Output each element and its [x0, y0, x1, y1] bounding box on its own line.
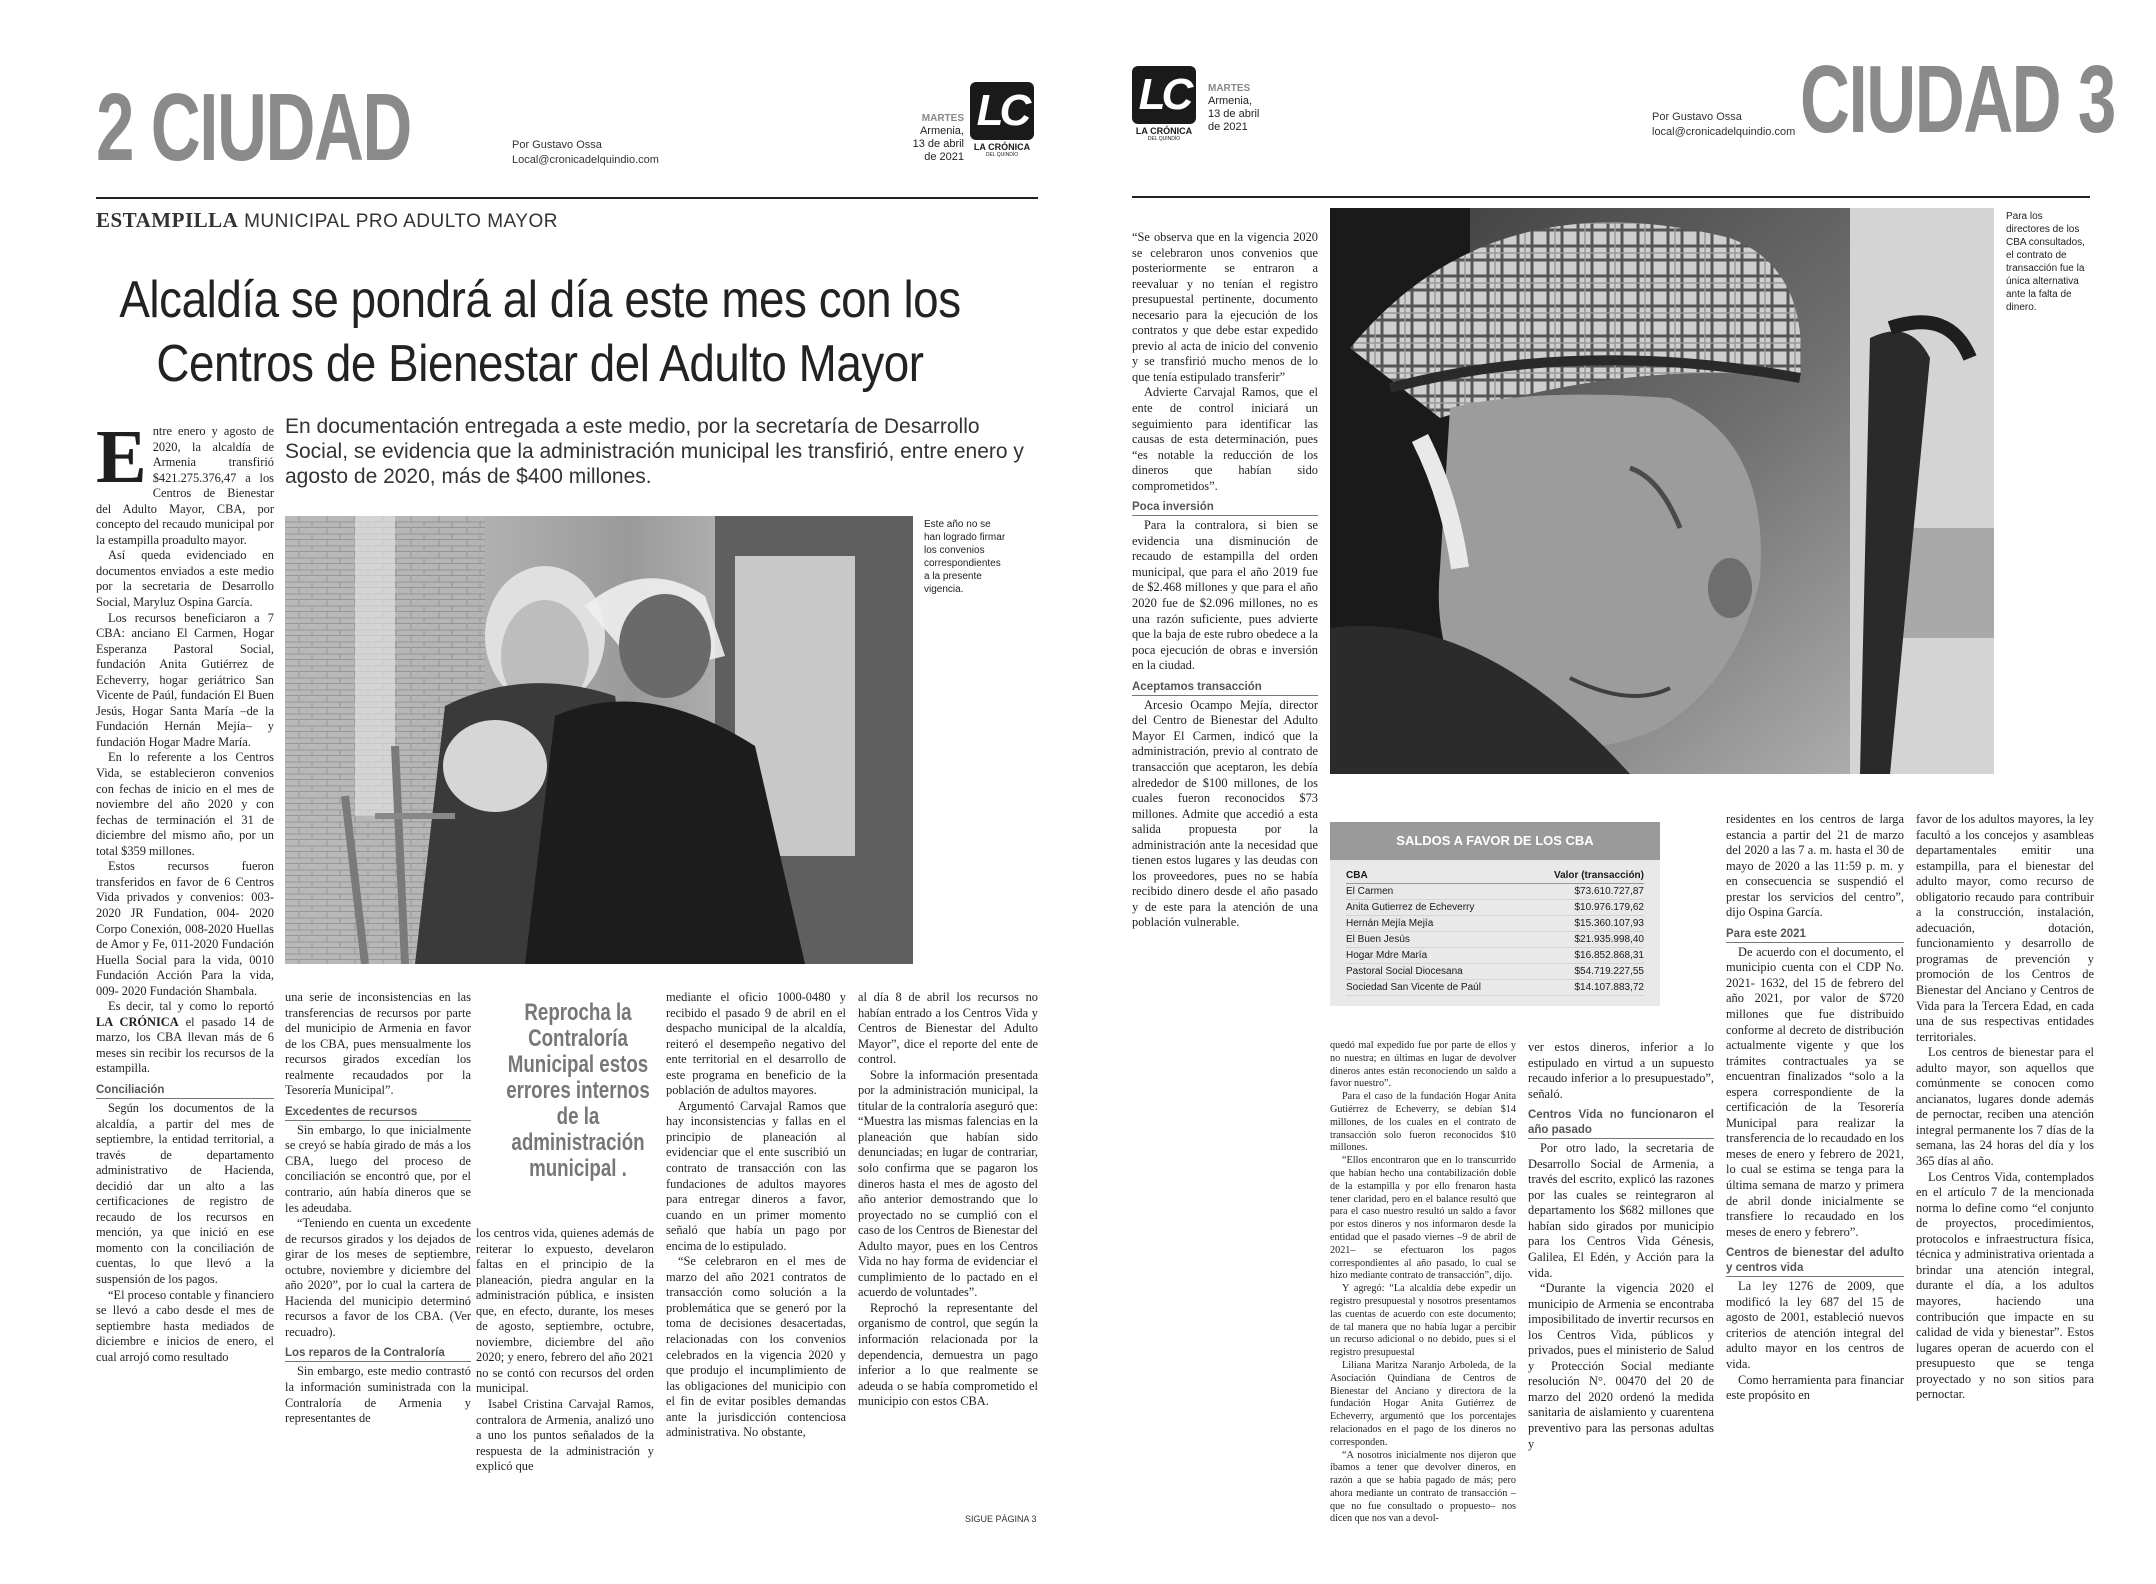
table-header-cba: CBA	[1346, 870, 1368, 881]
subhead: Excedentes de recursos	[285, 1105, 471, 1121]
paragraph: Argumentó Carvajal Ramos que hay inconsistencias y fallas en el principio de planeación al evidenciar que el ente suscribió un contrato de transacción con las fundaciones de adultos mayores para entregar dineros a favor, cuando en un primer momento señaló que había un pago por encima de lo estipulado.	[666, 1098, 846, 1253]
paragraph: “Se celebraron en el mes de marzo del año 2021 contratos de transacción como solución a la problemática que se generó por la toma de decisiones desacertadas, relacionadas con los convenios celebrados en la vigencia 2020 y que produjo el incumplimiento de las obligaciones del municipio con el fin de evitar posibles demandas ante la jurisdicción contenciosa administrativa. No obstante,	[666, 1254, 846, 1440]
column-4	[1726, 812, 1904, 1530]
column-3	[476, 1226, 654, 1536]
headline	[118, 268, 963, 396]
paragraph: mediante el oficio 1000-0480 y recibido el pasado 9 de abril en el despacho municipal de la alcaldía, reiteró el desempeño negativo del ente territorial en el desarrollo de este programa en beneficio de la población de adultos mayores.	[666, 990, 846, 1098]
paragraph: residentes en los centros de larga estancia a partir del 21 de marzo del 2020 a las 7 a. m. hasta el 30 de mayo de 2020 a las 11:59 p. m. y en consecuencia se suspendió el prestar los servicios del centro”, dijo Ospina García.	[1726, 812, 1904, 920]
paragraph: La ley 1276 de 2009, que modificó la ley 687 del 15 de agosto de 2001, estableció nuevos criterios de atención integral del adulto mayor en los centros de vida.	[1726, 1279, 1904, 1371]
table-row	[1346, 964, 1644, 980]
paragraph: “Teniendo en cuenta un excedente de recursos girados y los dejados de girar de los meses de septiembre, octubre, noviembre y diciembre del año 2020”, por lo cual la cartera de Hacienda del municipio determinó recursos a favor de los CBA. (Ver recuadro).	[285, 1216, 471, 1339]
subhead: Conciliación	[96, 1083, 274, 1099]
date-city: Armenia,	[919, 125, 964, 137]
right-page	[1078, 0, 2156, 1584]
photo-elderly-hug	[285, 516, 913, 964]
subhead: Los reparos de la Contraloría	[285, 1346, 471, 1362]
table-row	[1346, 884, 1644, 900]
cba-name: Hernán Mejía Mejía	[1346, 918, 1434, 929]
cba-value: $73.610.727,87	[1574, 886, 1644, 897]
table-title: SALDOS A FAVOR DE LOS CBA	[1330, 822, 1660, 860]
cba-name: Hogar Mdre María	[1346, 950, 1428, 961]
paragraph: Así queda evidenciado en documentos enviados a este medio por la secretaria de Desarrollo Social, Maryluz Ospina García.	[96, 548, 274, 610]
date-day: MARTES	[921, 113, 964, 124]
byline-author: Por Gustavo Ossa	[512, 139, 602, 151]
table-row	[1346, 932, 1644, 948]
paragraph: Sin embargo, este medio contrastó la información suministrada con la Contraloría de Armenia y representantes de	[285, 1364, 471, 1426]
paragraph: Reprochó la representante del organismo de control, que según la información relacionada por la dependencia, demuestra un pago inferior a lo que realmente se adeuda o se había comprometido el municipio con estos CBA.	[858, 1300, 1038, 1409]
paragraph: ntre enero y agosto de 2020, la alcaldía de Armenia transfirió $421.275.376,47 a los Centros de Bienestar del Adulto Mayor, CBA, por concepto del recaudo municipal por la estampilla proadulto mayor.	[96, 424, 274, 547]
paragraph: Los Centros Vida, contemplados en el artículo 7 de la mencionada norma lo define como “el conjunto de proyectos, procedimientos, protocolos e infraestructura física, técnica y administrativa orientada a brindar una atención integral, durante el día, a los adultos mayores, haciendo una contribución que impacte en su calidad de vida y bienestar”. Estos lugares operan de acuerdo con el presupuesto que se tenga proyectado y no son sitios para pernoctar.	[1916, 1169, 2094, 1402]
paragraph: Liliana Maritza Naranjo Arboleda, de la Asociación Quindiana de Centros de Bienestar del Anciano y directora de la fundación Hogar Anita Gutiérrez de Echeverry, argumentó que los porcentajes relacionados en el pago de los dineros no corresponden.	[1330, 1359, 1516, 1448]
kicker-bold: ESTAMPILLA	[96, 208, 239, 232]
subhead: Centros de bienestar del adulto y centros vida	[1726, 1246, 1904, 1277]
column-2	[1330, 1040, 1516, 1530]
header-rule	[1132, 196, 2090, 198]
logo-sub: DEL QUINDÍO	[985, 152, 1019, 158]
headline-line-2: Centros de Bienestar del Adulto Mayor	[156, 335, 924, 393]
kicker	[96, 208, 558, 233]
table-row	[1346, 900, 1644, 916]
paragraph: Según los documentos de la alcaldía, a partir del mes de septiembre, la entidad territorial, a través de departamento administrativo de Hacienda, decidió dar un alto a las certificaciones de registro de recaudo de los recursos en mención, ya que inició en ese momento con la conciliación de cuentas, lo que llevó a la suspensión de los pagos.	[96, 1100, 274, 1286]
drop-cap: E	[96, 424, 147, 499]
paragraph: Arcesio Ocampo Mejía, director del Centro de Bienestar del Adulto Mayor El Carmen, indicó que la administración, previo al contrato de transacción que aceptaron, les debía alrededor de $100 millones, de los cuales fueron reconocidos $73 millones. Admite que accedió a esta salida propuesta por la administración ante la necesidad que tienen estos lugares y las deudas con los proveedores, pues no se había recibido dinero desde el año pasado y de este para la atención de una población vulnerable.	[1132, 697, 1318, 930]
paragraph: los centros vida, quienes además de reiterar lo expuesto, develaron faltas en el principio de la planeación, piedra angular en la administración pública, e insisten que, en efecto, durante, los meses de agosto, septiembre, octubre, noviembre, diciembre del año 2020; y enero, febrero del año 2021 no se contó con recursos del orden municipal.	[476, 1226, 654, 1396]
paragraph: Sin embargo, lo que inicialmente se creyó se había girado de más a los CBA, luego del proceso de conciliación se encontró que, por el contrario, aún había dineros que se les adeudaba.	[285, 1122, 471, 1215]
pull-quote: Reprocha la Contraloría Municipal estos errores internos de la administración municipal .	[506, 999, 650, 1182]
table-row	[1346, 980, 1644, 996]
date-day: MARTES	[1208, 83, 1251, 94]
cba-value: $14.107.883,72	[1574, 982, 1644, 993]
photo-image	[285, 516, 913, 964]
cba-value: $15.360.107,93	[1574, 918, 1644, 929]
date-year: de 2021	[924, 151, 964, 163]
paragraph: “Se observa que en la vigencia 2020 se celebraron unos convenios que posteriormente se entraron a reevaluar y no tenían el registro presupuestal pertinente, documento necesario para la ejecución de los contratos y que debe estar expedido previo al acta de inicio del convenio y se transfirió mucho menos de lo que tenía estipulado transferir”	[1132, 230, 1318, 384]
cba-value: $16.852.868,31	[1574, 950, 1644, 961]
column-2	[285, 990, 471, 1530]
paragraph: ver estos dineros, inferior a lo estipulado en virtud a un supuesto recaudo inferior a lo presupuestado”, señaló.	[1528, 1040, 1714, 1101]
date-day-month: 13 de abril	[1208, 108, 1260, 120]
paragraph	[96, 999, 274, 1077]
subhead: Poca inversión	[1132, 500, 1318, 516]
column-1	[96, 424, 274, 1530]
text: el pasado 14 de marzo, los CBA llevan más de 6 meses sin recibir los recursos de la estampilla.	[96, 1014, 274, 1076]
paragraph: Estos recursos fueron transferidos en favor de 6 Centros Vida privados y convenios: 003-2020 JR Fundation, 004- 2020 Corpo Conexión, 008-2020 Huellas de Amor y Fe, 011-2020 Fundación Huella Social para la vida, 0010 Fundación Acción Para la vida, 009- 2020 Fundación Shambala.	[96, 859, 274, 998]
paragraph: “El proceso contable y financiero se llevó a cabo desde el mes de septiembre hasta mediados de diciembre e inicios de enero, el cual arrojó como resultado	[96, 1287, 274, 1364]
subhead: Para este 2021	[1726, 927, 1904, 943]
date-day-month: 13 de abril	[912, 138, 964, 150]
newspaper-name: LA CRÓNICA	[96, 1014, 179, 1029]
date-city: Armenia,	[1208, 95, 1253, 107]
paragraph: Por otro lado, la secretaria de Desarrollo Social de Armenia, a través del escrito, explicó las razones por las cuales se reintegraron al departamento los $682 millones que habían sido girados por municipio para los Centros Vida Génesis, Galilea, El Edén, y Acción para la vida.	[1528, 1141, 1714, 1280]
paragraph: al día 8 de abril los recursos no habían entrado a los Centros Vida y Centros de Bienestar del Adulto Mayor”, dice el reporte del ente de control.	[858, 990, 1038, 1067]
paragraph: Sobre la información presentada por la administración municipal, la titular de la contraloría aseguró que: “Muestra las mismas falencias en la planeación que habían sido denunciadas; en lugar de contrariar, solo confirma que se pagaron los dineros hasta el mes de agosto del año anterior demostrando que lo proyectado no se cumplió con el caso de los Centros de Bienestar del Adulto mayor, pues en los Centros Vida no hay forma de evidenciar el cumplimiento de lo pactado en el acuerdo de voluntades”.	[858, 1067, 1038, 1300]
byline	[512, 138, 659, 168]
date-block	[1208, 82, 1288, 134]
subhead: Centros Vida no funcionaron el año pasado	[1528, 1108, 1714, 1139]
table-row	[1346, 916, 1644, 932]
cba-name: Anita Gutierrez de Echeverry	[1346, 902, 1475, 913]
newspaper-logo	[1132, 66, 1196, 142]
table-body	[1330, 860, 1660, 1006]
logo-mark: LC	[1132, 66, 1196, 124]
newspaper-logo	[970, 82, 1034, 158]
text: Es decir, tal y como lo reportó	[108, 999, 274, 1014]
paragraph: En lo referente a los Centros Vida, se establecieron convenios con fechas de inicio en el mes de noviembre del año 2020 y con fechas de terminación el 31 de diciembre del mismo año, por un total $359 millones.	[96, 750, 274, 858]
byline	[1652, 110, 1795, 140]
byline-author: Por Gustavo Ossa	[1652, 111, 1742, 123]
cba-value: $21.935.998,40	[1574, 934, 1644, 945]
column-4	[666, 990, 846, 1530]
column-3	[1528, 1040, 1714, 1530]
paragraph: favor de los adultos mayores, la ley facultó a los concejos y asambleas departamentales emitir una estampilla, para el bienestar del adulto mayor, como recurso de obligatorio recaudo para contribuir a la construcción, instalación, adecuación, dotación, funcionamiento y desarrollo de programas de prevención y promoción de los Centros de Bienestar del Anciano y Centros de Vida para la Tercera Edad, en cada una de sus respectivas entidades territoriales.	[1916, 812, 2094, 1044]
column-1	[1132, 230, 1318, 1530]
table-header-row	[1346, 868, 1644, 884]
paragraph: Para el caso de la fundación Hogar Anita Gutiérrez de Echeverry, se debían $14 millones, de los cuales en el contrato de transacción solo fueron reconocidos $10 millones.	[1330, 1091, 1516, 1154]
headline-line-1: Alcaldía se pondrá al día este mes con los	[119, 271, 961, 329]
date-block	[884, 112, 964, 164]
subhead: Aceptamos transacción	[1132, 680, 1318, 696]
paragraph: una serie de inconsistencias en las transferencias de recursos por parte del municipio de Armenia en favor de los CBA, pues mensualmente los recursos girados excedían los realmente recaudados por la Tesorería Municipal”.	[285, 990, 471, 1098]
paragraph: Los recursos beneficiaron a 7 CBA: anciano El Carmen, Hogar Esperanza Pastoral Social, fundación Anita Gutiérrez de Echeverry, hogar geriátrico San Vicente de Paúl, fundación El Buen Jesús, Hogar Santa María –de la Fundación Hernán Mejía– y fundación Hogar Madre María.	[96, 610, 274, 749]
cba-value: $10.976.179,62	[1574, 902, 1644, 913]
byline-email[interactable]: Local@cronicadelquindio.com	[512, 154, 659, 166]
paragraph: “Durante la vigencia 2020 el municipio de Armenia se encontraba imposibilitado de invertir recursos en los Centros Vida, públicos y privados, pues el ministerio de Salud y Protección Social mediante resolución N°. 00470 del 20 de marzo del 2020 ordenó la medida sanitaria de aislamiento y cuarentena preventivo para las personas adultas y	[1528, 1281, 1714, 1451]
header-rule	[96, 197, 1038, 199]
paragraph: Isabel Cristina Carvajal Ramos, contralora de Armenia, analizó uno a uno los puntos señalados de la respuesta de la administración y explicó que	[476, 1397, 654, 1474]
paragraph: quedó mal expedido fue por parte de ellos y no nuestra; en últimas en lugar de devolver dineros antes están reconociendo un saldo a favor nuestro”.	[1330, 1040, 1516, 1090]
cba-name: El Buen Jesús	[1346, 934, 1410, 945]
paragraph: Para la contralora, si bien se evidencia una disminución de recaudo de estampilla del orden municipal, que para el año 2019 fue de $2.468 millones y que para el año 2020 fue de $2.096 millones, no es una razón suficiente, pues advierte que la baja de este rubro obedece a la poca ejecución de obras e inversión en la ciudad.	[1132, 518, 1318, 673]
paragraph: “A nosotros inicialmente nos dijeron que íbamos a tener que devolver dineros, en razón a que se había pagado de más; pero ahora mediante un contrato de transacción –que no fue consultado o propuesto– nos dicen que nos van a devol-	[1330, 1449, 1516, 1525]
table-row	[1346, 948, 1644, 964]
cba-name: Pastoral Social Diocesana	[1346, 966, 1463, 977]
photo-caption: Para los directores de los CBA consultados, el contrato de transacción fue la única alternativa ante la falta de dinero.	[2006, 211, 2085, 313]
logo-name: LA CRÓNICA	[1135, 126, 1193, 136]
column-5	[858, 990, 1038, 1510]
paragraph: Como herramienta para financiar este propósito en	[1726, 1372, 1904, 1403]
logo-name: LA CRÓNICA	[973, 142, 1031, 152]
section-title: 2 CIUDAD	[96, 74, 411, 181]
section-title: CIUDAD 3	[1800, 46, 2115, 153]
date-year: de 2021	[1208, 121, 1248, 133]
cba-name: El Carmen	[1346, 886, 1394, 897]
table-header-value: Valor (transacción)	[1553, 870, 1644, 881]
paragraph: Advierte Carvajal Ramos, que el ente de control iniciará un seguimiento para identificar las causas de esta determinación, pues “es notable la reducción de los dineros que habían sido comprometidos”.	[1132, 385, 1318, 493]
photo-elderly-man-cane	[1330, 208, 1994, 774]
paragraph: “Ellos encontraron que en lo transcurrido que habían hecho una contabilización doble de la estampilla y por ello frenaron hasta tener claridad, pero en el balance resultó que para el caso nuestro resultó un saldo a favor por estos dineros y nos informaron desde la entidad que el pasado viernes –9 de abril de 2021– se efectuaron los pagos correspondientes al año pasado, lo cual se hizo mediante contrato de transacción”, dijo.	[1330, 1155, 1516, 1282]
column-5	[1916, 812, 2094, 1530]
paragraph: Y agregó: “La alcaldía debe expedir un registro presupuestal y nosotros presentamos las cuentas de acuerdo con este documento; de tal manera que no había lugar a percibir un recurso adicional o no debido, pues si el registro presupuestal	[1330, 1283, 1516, 1359]
photo-image	[1330, 208, 1994, 774]
continue-link[interactable]: SIGUE PÁGINA 3	[965, 1514, 1037, 1524]
paragraph: Los centros de bienestar para el adulto mayor, son aquellos que comúnmente se conocen como ancianatos, lugares donde además de pernoctar, reciben una atención integral permanente los 7 días de la semana, las 24 horas del día y los 365 días al año.	[1916, 1045, 2094, 1169]
paragraph: De acuerdo con el documento, el municipio cuenta con el CDP No. 2021- 1632, del 15 de febrero del año 2021, por valor de $720 millones que fue distribuido conforme al decreto de distribución actualmente vigente y que los trámites contractuales ya se encuentran finalizados “solo a la espera correspondiente de la certificación de la Tesorería Municipal para realizar la transferencia de lo recaudado en los meses de enero y febrero de 2021, lo cual se estima se tenga para la última semana de marzo y primera de abril donde inicialmente se transfiere lo recaudado en los meses de enero y febrero”.	[1726, 944, 1904, 1239]
kicker-rest: MUNICIPAL PRO ADULTO MAYOR	[238, 211, 558, 232]
logo-sub: DEL QUINDÍO	[1147, 136, 1181, 142]
byline-email[interactable]: local@cronicadelquindio.com	[1652, 126, 1796, 138]
deck: En documentación entregada a este medio, por la secretaría de Desarrollo Social, se evidencia que la administración municipal les transfirió, entre enero y agosto de 2020, más de $400 millones.	[285, 415, 1024, 488]
balances-table	[1330, 822, 1660, 1006]
photo-caption: Este año no se han logrado firmar los convenios correspondientes a la presente vigencia.	[924, 519, 1006, 595]
cba-value: $54.719.227,55	[1574, 966, 1644, 977]
logo-mark: LC	[970, 82, 1034, 140]
cba-name: Sociedad San Vicente de Paúl	[1346, 982, 1481, 993]
